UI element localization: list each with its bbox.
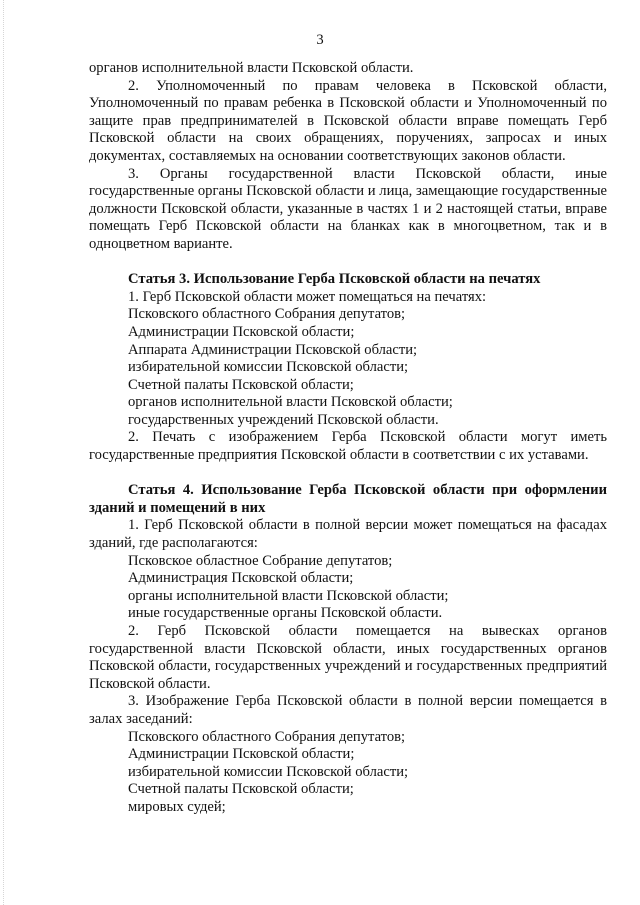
list-item: органов исполнительной власти Псковской области; bbox=[128, 394, 453, 411]
article-4-paragraph-2: 2. Герб Псковской области помещается на вывесках органов государственной власти Псковской области, иных государственных органов Псковской области, государственных учреждений и государственных предприятий Псковской области. bbox=[89, 623, 607, 692]
list-item: Администрации Псковской области; bbox=[128, 746, 355, 763]
list-item: Администрация Псковской области; bbox=[128, 570, 354, 587]
article-4-heading: Статья 4. Использование Герба Псковской области при оформлении зданий и помещений в них bbox=[89, 482, 607, 516]
paragraph-3: 3. Органы государственной власти Псковской области, иные государственные органы Псковской области и лица, замещающие государственные должности Псковской области, указанные в частях 1 и 2 настоящей статьи, вправе помещать Герб Псковской области на бланках как в многоцветном, так и в одноцветном варианте. bbox=[89, 165, 607, 252]
paragraph-2: 2. Уполномоченный по правам человека в Псковской области, Уполномоченный по правам ребенка в Псковской области и Уполномоченный по защите прав предпринимателей в Псковской области вправе помещать Герб Псковской области на своих обращениях, поручениях, запросах и иных документах, составляемых на основании соответствующих законов области. bbox=[89, 77, 607, 164]
list-item: Псковское областное Собрание депутатов; bbox=[128, 552, 393, 569]
document-body bbox=[89, 60, 607, 817]
list-item: Счетной палаты Псковской области; bbox=[128, 376, 354, 393]
list-item: Псковского областного Собрания депутатов; bbox=[128, 306, 406, 323]
scan-edge-line bbox=[3, 0, 4, 905]
article-4-paragraph-3: 3. Изображение Герба Псковской области в полной версии помещается в залах заседаний: bbox=[89, 693, 607, 727]
list-item: органы исполнительной власти Псковской области; bbox=[128, 587, 449, 604]
spacer bbox=[89, 254, 607, 272]
paragraph-continuation: органов исполнительной власти Псковской области. bbox=[89, 60, 414, 76]
article-4-paragraph-1: 1. Герб Псковской области в полной версии может помещаться на фасадах зданий, где располагаются: bbox=[89, 517, 607, 552]
list-item: избирательной комиссии Псковской области; bbox=[128, 359, 409, 376]
spacer bbox=[89, 465, 607, 483]
list-item: государственных учреждений Псковской области. bbox=[128, 411, 439, 428]
list-item: Аппарата Администрации Псковской области; bbox=[128, 341, 418, 358]
article-3-heading: Статья 3. Использование Герба Псковской области на печатях bbox=[128, 271, 541, 288]
list-item: Счетной палаты Псковской области; bbox=[128, 781, 354, 798]
article-3-paragraph-2: 2. Печать с изображением Герба Псковской области могут иметь государственные предприятия Псковской области в соответствии с их уставами. bbox=[89, 429, 607, 464]
page-number: 3 bbox=[316, 32, 324, 48]
article-3-paragraph-1: 1. Герб Псковской области может помещаться на печатях: bbox=[128, 288, 487, 305]
list-item: иные государственные органы Псковской области. bbox=[128, 605, 443, 622]
list-item: избирательной комиссии Псковской области; bbox=[128, 763, 409, 780]
list-item: Администрации Псковской области; bbox=[128, 323, 355, 340]
list-item: Псковского областного Собрания депутатов; bbox=[128, 728, 406, 745]
list-item: мировых судей; bbox=[128, 798, 226, 815]
